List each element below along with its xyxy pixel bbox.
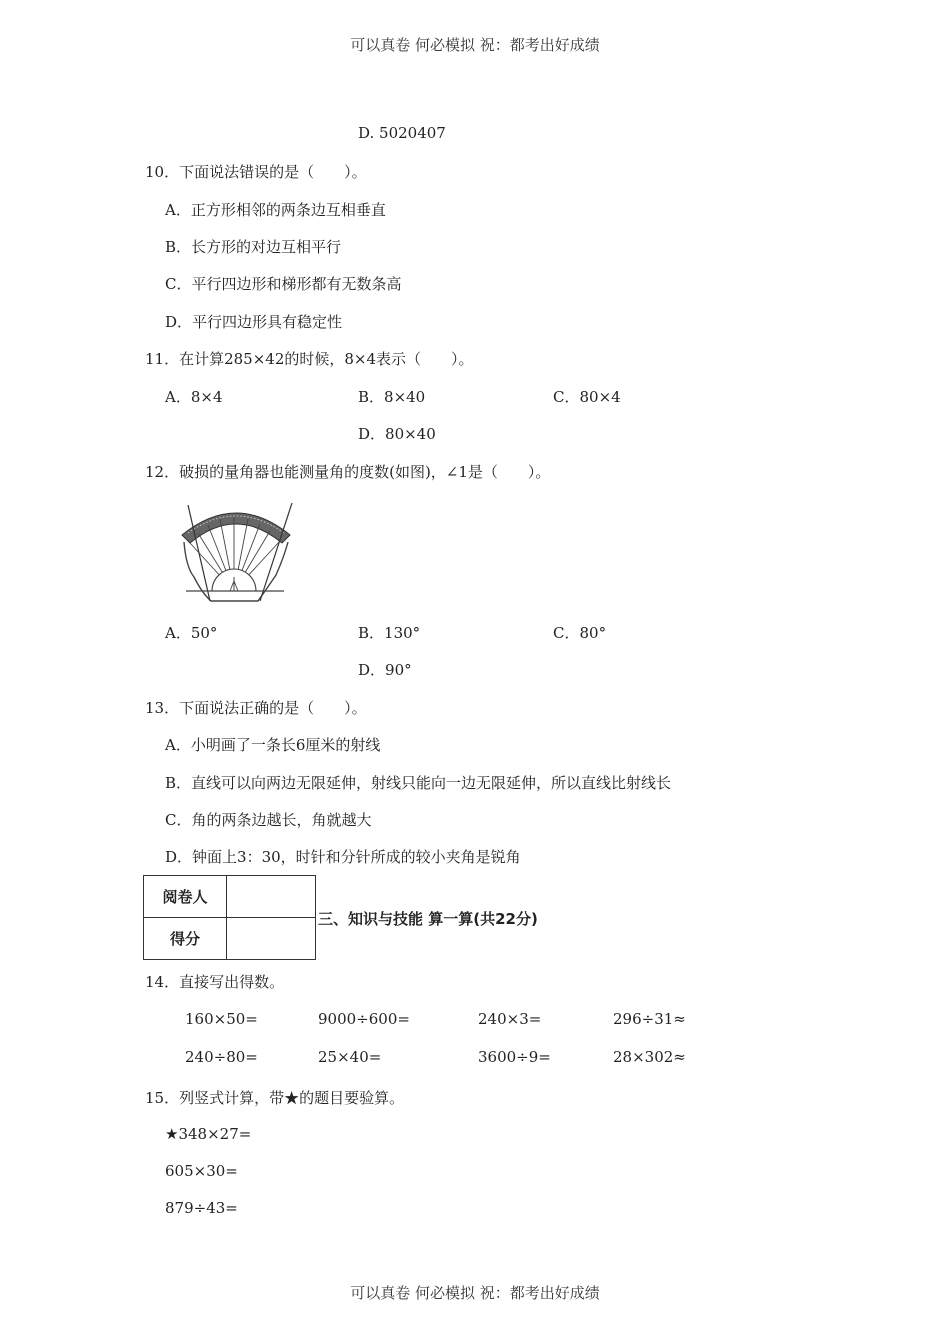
q15-stem: 15．列竖式计算，带★的题目要验算。 bbox=[145, 1089, 405, 1107]
page-header: 可以真卷 何必模拟 祝：都考出好成绩 bbox=[350, 36, 600, 54]
q10-stem: 10．下面说法错误的是（ ）。 bbox=[145, 163, 367, 181]
q13-stem: 13．下面说法正确的是（ ）。 bbox=[145, 699, 367, 717]
score-table bbox=[143, 875, 316, 960]
q15-item-3: 879÷43= bbox=[165, 1199, 238, 1217]
q10-option-c: C．平行四边形和梯形都有无数条高 bbox=[165, 275, 402, 293]
q12-option-c: C．80° bbox=[553, 624, 607, 642]
q11-option-d: D．80×40 bbox=[358, 425, 436, 443]
score-cell bbox=[227, 918, 316, 960]
q11-stem: 11．在计算285×42的时候，8×4表示（ ）。 bbox=[145, 350, 474, 368]
q14-r2c2: 25×40= bbox=[318, 1048, 382, 1066]
q12-option-a: A．50° bbox=[165, 624, 218, 642]
q14-stem: 14．直接写出得数。 bbox=[145, 973, 285, 991]
q14-r2c1: 240÷80= bbox=[185, 1048, 258, 1066]
reviewer-cell bbox=[227, 876, 316, 918]
q9-option-d: D. 5020407 bbox=[358, 124, 446, 142]
q14-r1c1: 160×50= bbox=[185, 1010, 258, 1028]
q13-option-c: C．角的两条边越长，角就越大 bbox=[165, 811, 372, 829]
q11-option-c: C．80×4 bbox=[553, 388, 621, 406]
q14-r1c2: 9000÷600= bbox=[318, 1010, 410, 1028]
q12-option-d: D．90° bbox=[358, 661, 412, 679]
q14-r1c4: 296÷31≈ bbox=[613, 1010, 686, 1028]
q14-r2c3: 3600÷9= bbox=[478, 1048, 551, 1066]
q13-option-d: D．钟面上3：30，时针和分针所成的较小夹角是锐角 bbox=[165, 848, 521, 866]
reviewer-label: 阅卷人 bbox=[144, 876, 227, 918]
q10-option-a: A．正方形相邻的两条边互相垂直 bbox=[165, 201, 386, 219]
q12-stem: 12．破损的量角器也能测量角的度数(如图)，∠1是（ ）。 bbox=[145, 463, 551, 481]
score-label: 得分 bbox=[144, 918, 227, 960]
q15-item-1: ★348×27= bbox=[165, 1125, 252, 1143]
q13-option-a: A．小明画了一条长6厘米的射线 bbox=[165, 736, 381, 754]
section-3-title: 三、知识与技能 算一算(共22分) bbox=[318, 910, 538, 928]
q10-option-b: B．长方形的对边互相平行 bbox=[165, 238, 342, 256]
q12-option-b: B．130° bbox=[358, 624, 421, 642]
broken-protractor-figure bbox=[176, 497, 296, 607]
q15-item-2: 605×30= bbox=[165, 1162, 238, 1180]
q11-option-b: B．8×40 bbox=[358, 388, 426, 406]
page-footer: 可以真卷 何必模拟 祝：都考出好成绩 bbox=[350, 1284, 600, 1302]
q14-r1c3: 240×3= bbox=[478, 1010, 542, 1028]
q10-option-d: D．平行四边形具有稳定性 bbox=[165, 313, 343, 331]
q14-r2c4: 28×302≈ bbox=[613, 1048, 686, 1066]
q11-option-a: A．8×4 bbox=[165, 388, 223, 406]
q13-option-b: B．直线可以向两边无限延伸，射线只能向一边无限延伸，所以直线比射线长 bbox=[165, 774, 672, 792]
